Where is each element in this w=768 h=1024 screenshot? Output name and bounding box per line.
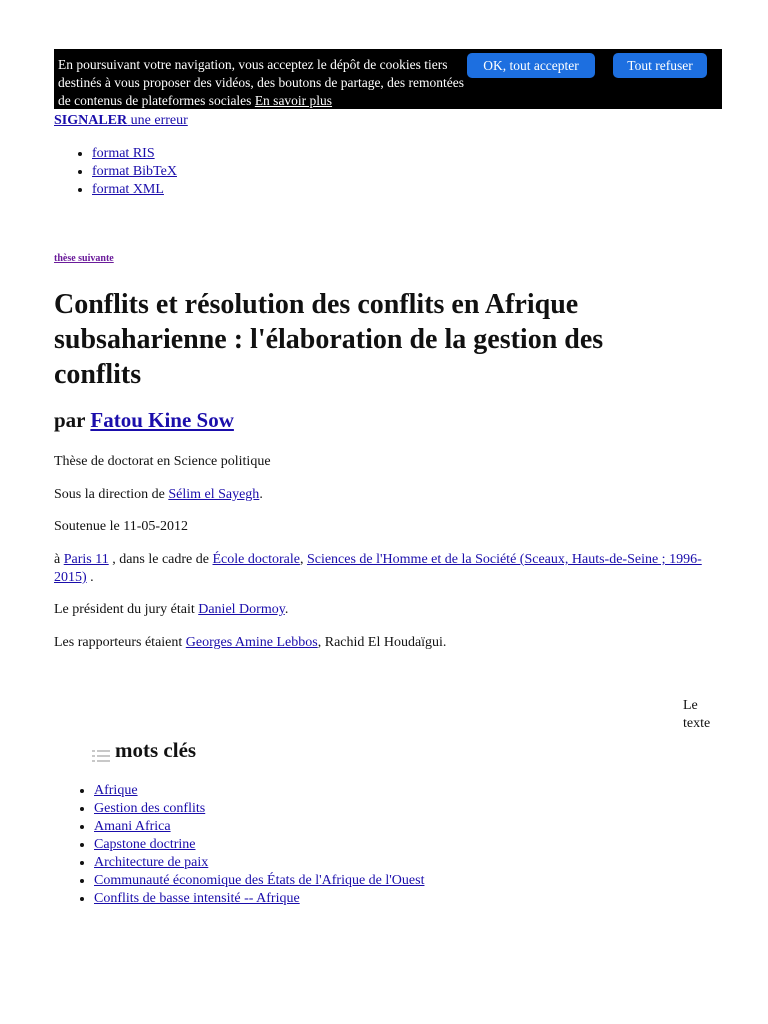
keywords-heading	[92, 738, 196, 763]
report-error-bold: SIGNALER	[54, 113, 128, 128]
author-prefix: par	[54, 408, 86, 432]
period: .	[284, 602, 289, 617]
cookie-message-text: En poursuivant votre navigation, vous acceptez le dépôt de cookies tiers destinés à vous proposer des vidéos, des boutons de partage, des remontées de contenus de plateformes sociales	[58, 57, 465, 108]
list-item	[94, 818, 424, 836]
rapporteur-2: , Rachid El Houdaïgui.	[317, 635, 447, 650]
institution-line: à Paris 11 , dans le cadre de École doctorale, Sciences de l'Homme et de la Société (Sceaux, Hauts-de-Seine ; 1996-2015) .	[54, 552, 702, 585]
cookie-message	[58, 56, 470, 110]
report-error-link[interactable]	[54, 113, 188, 129]
rapporteurs-line	[54, 634, 722, 652]
keyword-link[interactable]: Capstone doctrine	[94, 837, 196, 852]
page-title: Conflits et résolution des conflits en Afrique subsaharienne : l'élaboration de la gestion des conflits	[54, 289, 604, 390]
list-item	[94, 800, 424, 818]
jury-president-line	[54, 601, 722, 619]
rapporteurs-prefix: Les rapporteurs étaient	[54, 635, 183, 650]
keyword-link[interactable]: Gestion des conflits	[94, 801, 206, 816]
keywords-heading-text: mots clés	[115, 738, 197, 762]
place-prefix: à	[54, 552, 61, 567]
keyword-link[interactable]: Afrique	[94, 783, 138, 798]
export-ris-link[interactable]: format RIS	[92, 146, 155, 161]
refuse-all-cookies-button[interactable]: Tout refuser	[613, 53, 707, 78]
export-bibtex-link[interactable]: format BibTeX	[92, 164, 177, 179]
defense-date: Soutenue le 11-05-2012	[54, 519, 189, 534]
president-prefix: Le président du jury était	[54, 602, 195, 617]
direction-line	[54, 486, 722, 504]
accept-all-cookies-button[interactable]: OK, tout accepter	[467, 53, 595, 78]
list-item	[94, 836, 424, 854]
side-text: Le texte	[683, 698, 711, 731]
list-item	[92, 145, 177, 163]
school-name-link[interactable]: Sciences de l'Homme et de la Société (Sceaux, Hauts-de-Seine ; 1996-2015)	[54, 552, 702, 585]
university-link[interactable]: Paris 11	[63, 552, 109, 567]
period: .	[259, 487, 263, 502]
list-icon	[92, 744, 110, 758]
director-link[interactable]: Sélim el Sayegh	[168, 487, 260, 502]
list-item	[94, 854, 424, 872]
list-item	[94, 890, 424, 908]
framework-prefix: , dans le cadre de	[112, 552, 209, 567]
cookie-banner	[54, 49, 722, 109]
cookie-learn-more-link[interactable]: En savoir plus	[254, 93, 333, 108]
keyword-link[interactable]: Conflits de basse intensité -- Afrique	[94, 891, 300, 906]
degree-line: Thèse de doctorat en Science politique	[54, 454, 271, 469]
keyword-link[interactable]: Communauté économique des États de l'Afrique de l'Ouest	[94, 873, 425, 888]
direction-prefix: Sous la direction de	[54, 487, 165, 502]
export-xml-link[interactable]: format XML	[92, 182, 164, 197]
keyword-list	[76, 782, 424, 908]
keyword-link[interactable]: Amani Africa	[94, 819, 171, 834]
export-format-list	[74, 145, 177, 199]
president-link[interactable]: Daniel Dormoy	[198, 602, 285, 617]
author-link[interactable]: Fatou Kine Sow	[90, 408, 234, 432]
list-item	[94, 782, 424, 800]
list-item	[92, 163, 177, 181]
list-item	[94, 872, 424, 890]
next-thesis-nav	[54, 253, 114, 264]
rapporteur-link[interactable]: Georges Amine Lebbos	[185, 635, 318, 650]
author-line	[54, 408, 234, 433]
report-error-rest: une erreur	[130, 113, 188, 128]
list-item	[92, 181, 177, 199]
keyword-link[interactable]: Architecture de paix	[94, 855, 209, 870]
next-thesis-link[interactable]: thèse suivante	[54, 253, 114, 264]
doctoral-school-link[interactable]: École doctorale	[212, 552, 300, 567]
